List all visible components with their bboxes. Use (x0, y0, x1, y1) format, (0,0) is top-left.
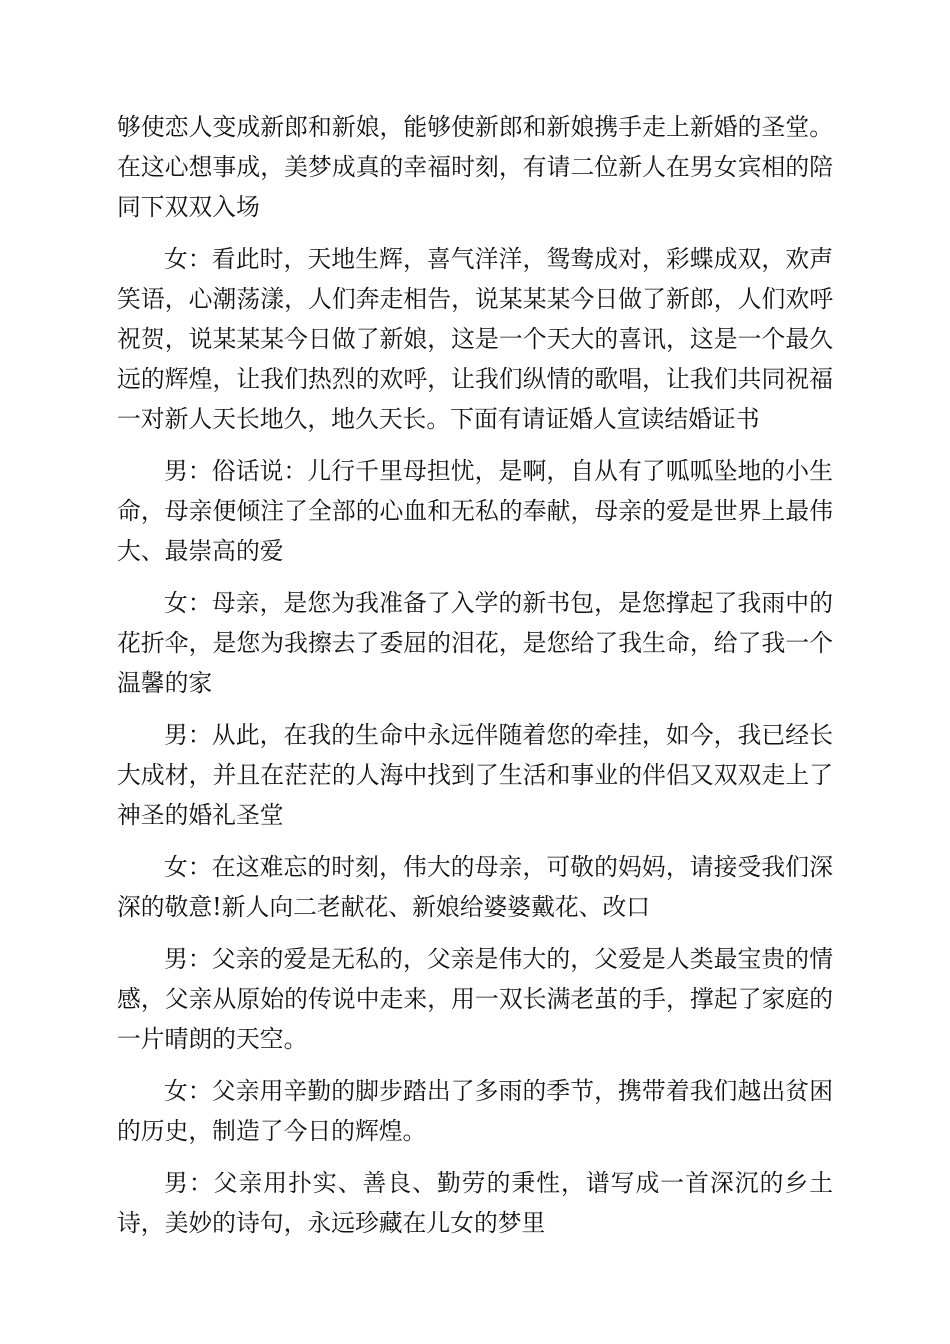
paragraph-male-line: 男：俗话说：儿行千里母担忧，是啊，自从有了呱呱坠地的小生命，母亲便倾注了全部的心血和无私的奉献，母亲的爱是世界上最伟大、最崇高的爱 (117, 457, 833, 565)
paragraph-female-line: 女：看此时，天地生辉，喜气洋洋，鸳鸯成对，彩蝶成双，欢声笑语，心潮荡漾，人们奔走相告，说某某某今日做了新郎，人们欢呼祝贺，说某某某今日做了新娘，这是一个天大的喜讯，这是一个最久远的辉煌，让我们热烈的欢呼，让我们纵情的歌唱，让我们共同祝福一对新人天长地久，地久天长。下面有请证婚人宣读结婚证书 (117, 245, 833, 433)
paragraph-female-line: 女：母亲，是您为我准备了入学的新书包，是您撑起了我雨中的花折伞，是您为我擦去了委屈的泪花，是您给了我生命，给了我一个温馨的家 (117, 589, 833, 697)
paragraph-female-line: 女：在这难忘的时刻，伟大的母亲，可敬的妈妈，请接受我们深深的敬意!新人向二老献花、新娘给婆婆戴花、改口 (117, 853, 833, 921)
paragraph-male-line: 男：父亲用扑实、善良、勤劳的秉性，谱写成一首深沉的乡土诗，美妙的诗句，永远珍藏在儿女的梦里 (117, 1169, 833, 1237)
paragraph-male-line: 男：从此，在我的生命中永远伴随着您的牵挂，如今，我已经长大成材，并且在茫茫的人海中找到了生活和事业的伴侣又双双走上了神圣的婚礼圣堂 (117, 721, 833, 829)
paragraph-male-line: 男：父亲的爱是无私的，父亲是伟大的，父爱是人类最宝贵的情感，父亲从原始的传说中走来，用一双长满老茧的手，撑起了家庭的一片晴朗的天空。 (117, 945, 833, 1053)
document-body (117, 107, 833, 1255)
paragraph-female-line: 女：父亲用辛勤的脚步踏出了多雨的季节，携带着我们越出贫困的历史，制造了今日的辉煌。 (117, 1077, 833, 1145)
paragraph-continuation: 够使恋人变成新郎和新娘，能够使新郎和新娘携手走上新婚的圣堂。在这心想事成，美梦成真的幸福时刻，有请二位新人在男女宾相的陪同下双双入场 (117, 113, 833, 221)
